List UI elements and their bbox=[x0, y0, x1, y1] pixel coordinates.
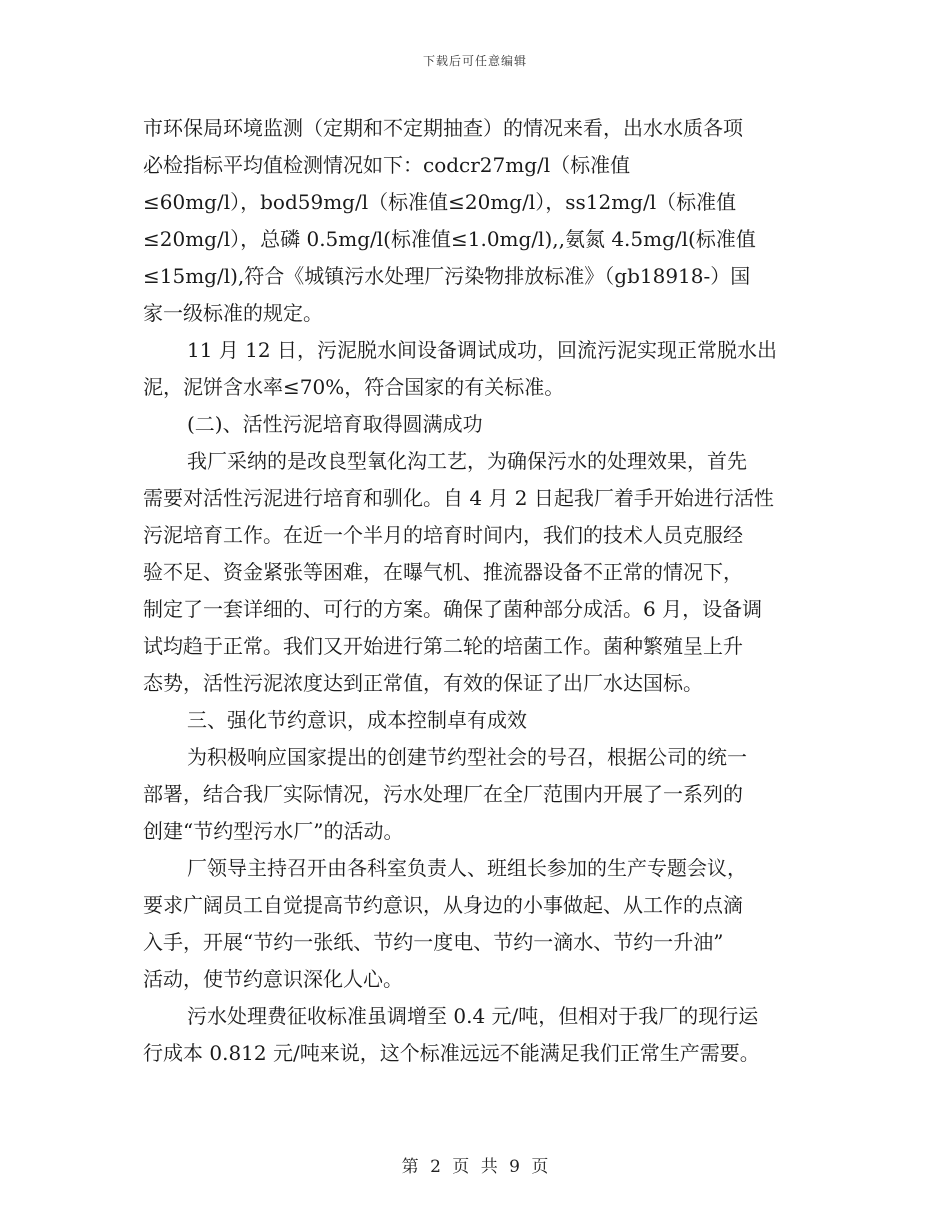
page-header-note: 下载后可任意编辑 bbox=[422, 54, 527, 68]
body-line: 市环保局环境监测（定期和不定期抽查）的情况来看，出水水质各项 bbox=[143, 116, 743, 140]
body-line: 试均趋于正常。我们又开始进行第二轮的培菌工作。菌种繁殖呈上升 bbox=[143, 634, 743, 658]
body-line: 11 月 12 日，污泥脱水间设备调试成功，回流污泥实现正常脱水出 bbox=[187, 338, 777, 362]
body-line: 验不足、资金紧张等困难，在曝气机、推流器设备不正常的情况下， bbox=[143, 560, 743, 584]
body-line: 需要对活性污泥进行培育和驯化。自 4 月 2 日起我厂着手开始进行活性 bbox=[143, 486, 774, 510]
body-line: 行成本 0.812 元/吨来说，这个标准远远不能满足我们正常生产需要。 bbox=[143, 1041, 760, 1065]
body-line: 污水处理费征收标准虽调增至 0.4 元/吨，但相对于我厂的现行运 bbox=[187, 1004, 759, 1028]
body-line: 泥，泥饼含水率≤70%，符合国家的有关标准。 bbox=[143, 375, 565, 399]
body-line: 家一级标准的规定。 bbox=[143, 301, 323, 325]
body-line: 污泥培育工作。在近一个半月的培育时间内，我们的技术人员克服经 bbox=[143, 523, 743, 547]
body-line: ≤60mg/l），bod59mg/l（标准值≤20mg/l），ss12mg/l（标准值 bbox=[143, 190, 737, 214]
page-number: 第 2 页 共 9 页 bbox=[401, 1157, 549, 1177]
body-line: 部署，结合我厂实际情况，污水处理厂在全厂范围内开展了一系列的 bbox=[143, 782, 743, 806]
document-body bbox=[143, 110, 813, 1072]
body-line: 必检指标平均值检测情况如下：codcr27mg/l（标准值 bbox=[143, 153, 631, 177]
section-heading: (二)、活性污泥培育取得圆满成功 bbox=[187, 412, 483, 436]
body-line: 入手，开展“节约一张纸、节约一度电、节约一滴水、节约一升油” bbox=[143, 930, 724, 954]
body-line: ≤15mg/l),符合《城镇污水处理厂污染物排放标准》（gb18918-）国 bbox=[143, 264, 751, 288]
section-heading: 三、强化节约意识，成本控制卓有成效 bbox=[187, 708, 527, 732]
body-line: 我厂采纳的是改良型氧化沟工艺，为确保污水的处理效果，首先 bbox=[187, 449, 747, 473]
body-line: ≤20mg/l），总磷 0.5mg/l(标准值≤1.0mg/l),,氨氮 4.5mg/l(标准值 bbox=[143, 227, 756, 251]
body-line: 为积极响应国家提出的创建节约型社会的号召，根据公司的统一 bbox=[187, 745, 747, 769]
body-line: 创建“节约型污水厂”的活动。 bbox=[143, 819, 404, 843]
body-line: 要求广阔员工自觉提高节约意识，从身边的小事做起、从工作的点滴 bbox=[143, 893, 743, 917]
body-line: 态势，活性污泥浓度达到正常值，有效的保证了出厂水达国标。 bbox=[143, 671, 703, 695]
body-line: 活动，使节约意识深化人心。 bbox=[143, 967, 403, 991]
body-line: 厂领导主持召开由各科室负责人、班组长参加的生产专题会议， bbox=[187, 856, 747, 880]
body-line: 制定了一套详细的、可行的方案。确保了菌种部分成活。6 月，设备调 bbox=[143, 597, 763, 621]
